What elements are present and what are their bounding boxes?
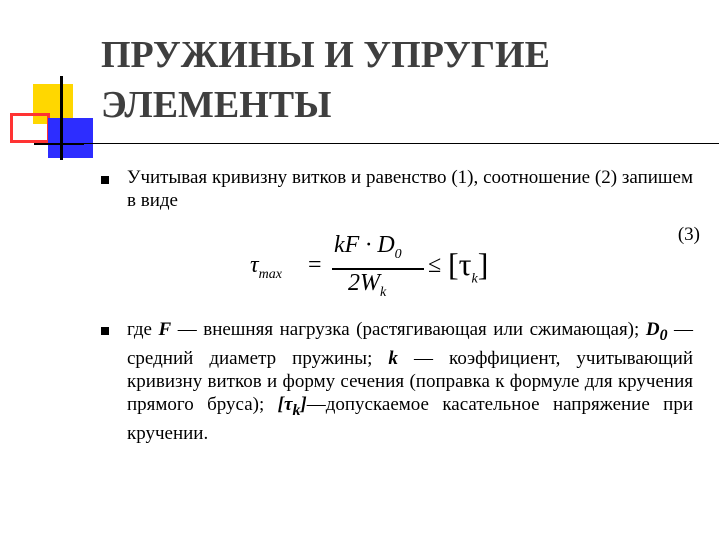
formula-3 (250, 232, 510, 304)
bullet-text-2: где F — внешняя нагрузка (растягивающая или сжимающая); $D_0$ —средний диаметр пружины; k — коэффициент, учитывающий кривизну витков и форму сечения (поправка к формуле для кручения прямого бруса); $[\tau_k]—допускаемое$ касательное напряжение при кручении. (127, 319, 694, 444)
formula-numerator: kF · $D_0$ (334, 232, 402, 262)
formula-le-sign: ≤ (428, 252, 442, 278)
bullet-marker-1 (101, 176, 109, 184)
formula-rhs: $[\tau_k]$ (448, 246, 489, 287)
title-underline (34, 143, 719, 144)
formula-denominator: $2W_k$ (348, 270, 387, 300)
equation-number: (3) (677, 224, 700, 245)
formula-lhs: $\tau_{max}$ (250, 252, 282, 282)
formula-equals: = (308, 252, 322, 278)
decor-vertical-line (60, 76, 63, 160)
bullet-marker-2 (101, 327, 109, 335)
slide-title: ПРУЖИНЫ И УПРУГИЕ ЭЛЕМЕНТЫ (101, 34, 550, 126)
bullet-text-1: Учитывая кривизну витков и равенство (1), соотношение (2) запишем в виде (127, 167, 693, 211)
decor-blue-square (48, 118, 93, 158)
decor-red-outline-square (10, 113, 50, 143)
title-underline-accent (34, 143, 84, 145)
